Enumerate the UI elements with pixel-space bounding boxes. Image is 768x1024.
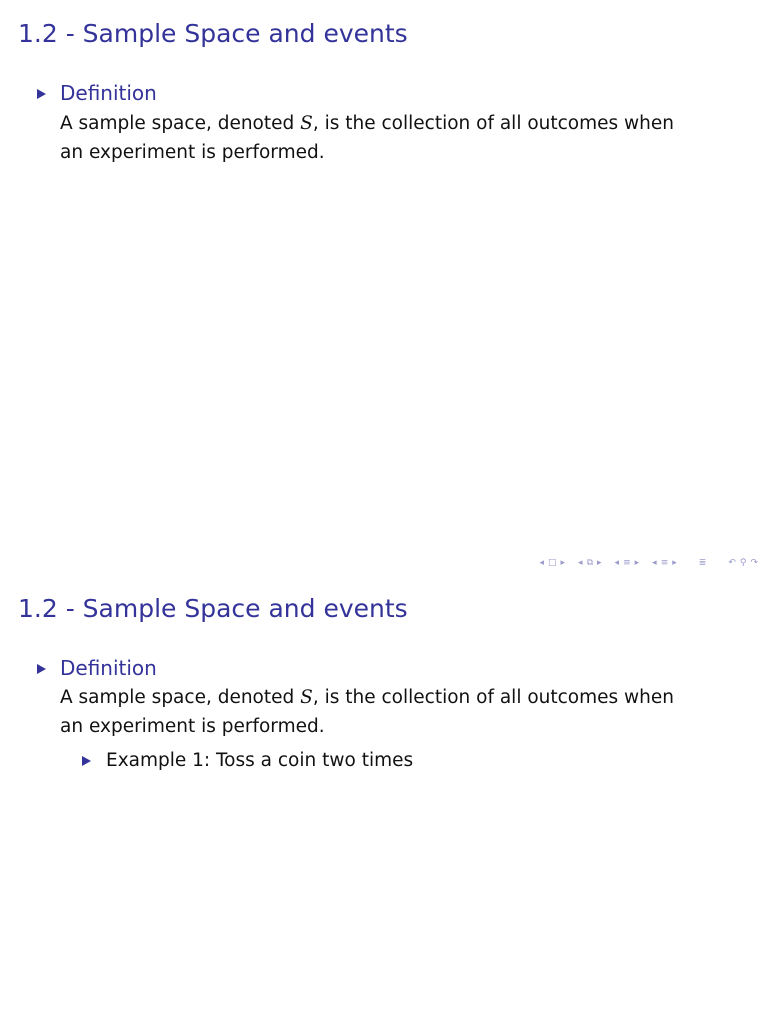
- nav-back-icon[interactable]: ↶: [728, 558, 736, 568]
- nav-next-subsection-icon[interactable]: ▸: [597, 558, 602, 568]
- definition-text-part: A sample space, denoted: [60, 687, 301, 708]
- definition-text-part: , is the collection of all outcomes when: [312, 687, 675, 708]
- nav-section-icon[interactable]: ≡: [623, 558, 631, 568]
- nav-next-section-icon[interactable]: ▸: [634, 558, 640, 568]
- definition-heading: Definition: [60, 656, 157, 680]
- example-text: Example 1: Toss a coin two times: [106, 750, 414, 771]
- sample-space-symbol: S: [300, 113, 313, 134]
- sample-space-symbol: S: [300, 687, 313, 708]
- nav-search-icon[interactable]: ⚲: [739, 558, 747, 568]
- nav-frame-icon[interactable]: □: [548, 558, 557, 568]
- nav-prev-subsection-icon[interactable]: ◂: [578, 558, 583, 568]
- nav-toc-icon[interactable]: ≣: [698, 558, 707, 568]
- definition-line-1: [60, 683, 750, 712]
- definition-text-part: A sample space, denoted: [60, 113, 301, 134]
- definition-text-part: , is the collection of all outcomes when: [312, 113, 675, 134]
- nav-forward-icon[interactable]: ↷: [750, 558, 758, 568]
- nav-prev-frame-icon[interactable]: ◂: [539, 558, 544, 568]
- definition-body: [60, 109, 750, 167]
- nav-prev-section-icon[interactable]: ◂: [614, 558, 620, 568]
- nav-subsection-group: [576, 556, 604, 570]
- nav-next-appendix-icon[interactable]: ▸: [672, 558, 677, 568]
- bullet-triangle-icon: [82, 756, 91, 766]
- nav-subsection-icon[interactable]: ⧉: [586, 558, 594, 568]
- definition-heading: Definition: [60, 81, 157, 105]
- definition-line-2: an experiment is performed.: [60, 716, 325, 737]
- nav-section-group: [613, 556, 642, 570]
- definition-line-2: an experiment is performed.: [60, 142, 325, 163]
- nav-prev-appendix-icon[interactable]: ◂: [652, 558, 657, 568]
- nav-next-frame-icon[interactable]: ▸: [560, 558, 566, 568]
- nav-appendix-icon[interactable]: ≡: [660, 558, 669, 568]
- nav-toc-group: [697, 556, 709, 570]
- frame-title: 1.2 - Sample Space and events: [18, 19, 408, 48]
- bullet-triangle-icon: [37, 664, 46, 674]
- bullet-triangle-icon: [37, 89, 46, 99]
- definition-line-1: [60, 109, 750, 138]
- nav-search-group: [726, 556, 760, 570]
- nav-frame-group: [537, 556, 567, 570]
- beamer-navigation-bar: [528, 556, 760, 570]
- nav-appendix-group: [650, 556, 679, 570]
- frame-title: 1.2 - Sample Space and events: [18, 594, 408, 623]
- slide-2: [0, 575, 768, 1024]
- definition-body: [60, 683, 750, 741]
